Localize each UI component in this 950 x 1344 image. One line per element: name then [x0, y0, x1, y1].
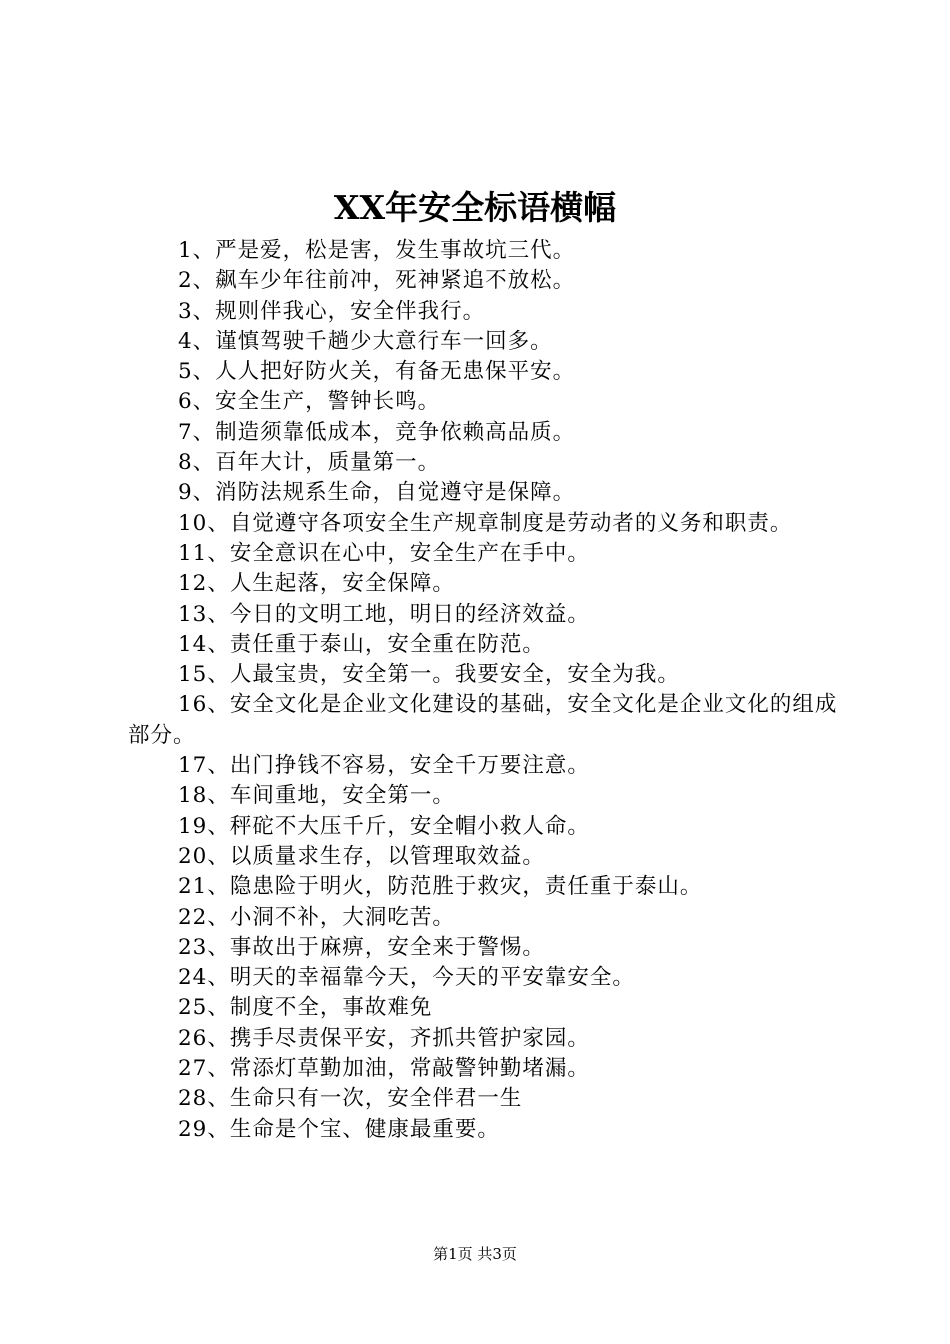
- list-item: 27、常添灯草勤加油，常敲警钟勤堵漏。: [178, 1056, 590, 1082]
- list-item: 14、责任重于泰山，安全重在防范。: [178, 631, 545, 657]
- list-item: 6、安全生产，警钟长鸣。: [178, 389, 441, 415]
- list-item: 23、事故出于麻痹，安全来于警惕。: [178, 934, 545, 960]
- list-item: 21、隐患险于明火，防范胜于救灾，责任重于泰山。: [178, 874, 703, 900]
- list-item: 22、小洞不补，大洞吃苦。: [178, 904, 455, 930]
- slogan-list: [128, 236, 840, 1145]
- list-item: 25、制度不全，事故难免: [178, 995, 433, 1021]
- list-item: 18、车间重地，安全第一。: [178, 783, 455, 809]
- list-item: 4、谨慎驾驶千趟少大意行车一回多。: [178, 328, 553, 354]
- list-item: 13、今日的文明工地，明日的经济效益。: [178, 601, 590, 627]
- list-item: 9、消防法规系生命，自觉遵守是保障。: [178, 480, 576, 506]
- list-item: 1、严是爱，松是害，发生事故坑三代。: [178, 238, 576, 263]
- list-item: 19、秤砣不大压千斤，安全帽小救人命。: [178, 813, 590, 839]
- list-item: 16、安全文化是企业文化建设的基础，安全文化是企业文化的组成部分。: [128, 692, 838, 748]
- list-item: 12、人生起落，安全保障。: [178, 571, 455, 597]
- document-title: XX年安全标语横幅: [333, 188, 617, 227]
- list-item: 2、飙车少年往前冲，死神紧追不放松。: [178, 268, 576, 294]
- list-item: 11、安全意识在心中，安全生产在手中。: [178, 540, 590, 566]
- page-number: 第1页 共3页: [433, 1245, 517, 1263]
- list-item: 26、携手尽责保平安，齐抓共管护家园。: [178, 1025, 590, 1051]
- list-item: 7、制造须靠低成本，竞争依赖高品质。: [178, 419, 576, 445]
- list-item: 28、生命只有一次，安全伴君一生: [178, 1086, 523, 1112]
- list-item: 29、生命是个宝、健康最重要。: [178, 1116, 500, 1142]
- list-item: 15、人最宝贵，安全第一。我要安全，安全为我。: [178, 662, 680, 688]
- list-item: 17、出门挣钱不容易，安全千万要注意。: [178, 753, 590, 779]
- list-item: 8、百年大计，质量第一。: [178, 450, 441, 476]
- list-item: 24、明天的幸福靠今天，今天的平安靠安全。: [178, 965, 635, 991]
- list-item: 3、规则伴我心，安全伴我行。: [178, 298, 486, 324]
- list-item: 5、人人把好防火关，有备无患保平安。: [178, 359, 576, 385]
- list-item: 20、以质量求生存，以管理取效益。: [178, 843, 545, 869]
- list-item: 10、自觉遵守各项安全生产规章制度是劳动者的义务和职责。: [178, 510, 793, 536]
